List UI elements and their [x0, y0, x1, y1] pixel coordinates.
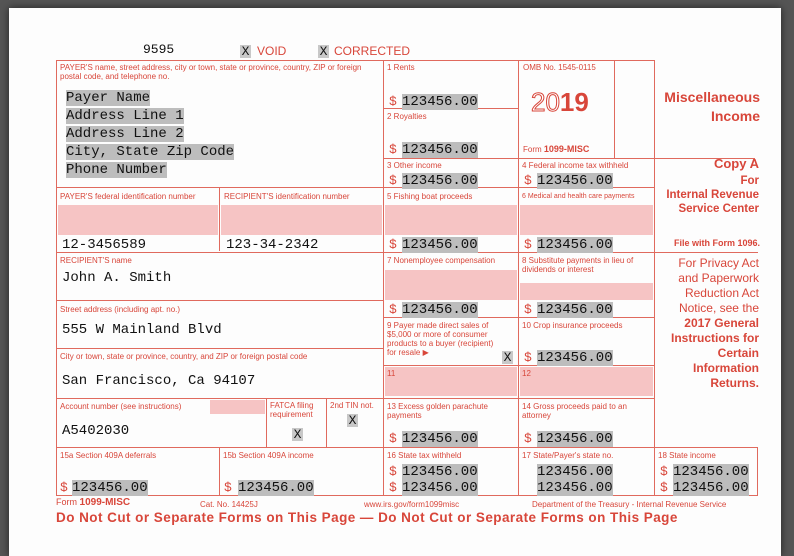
b10-field[interactable]: 123456.00	[537, 350, 613, 366]
b18-dollar-1: $	[660, 464, 668, 479]
b17-label: 17 State/Payer's state no.	[522, 451, 614, 460]
recipient-street-field[interactable]: 555 W Mainland Blvd	[62, 322, 222, 338]
footer-form-name: 1099-MISC	[79, 497, 131, 508]
payer-phone-field[interactable]: Phone Number	[66, 162, 167, 178]
privacy-line2: and Paperwork	[678, 271, 759, 285]
form-title-line2: Income	[710, 108, 760, 124]
b6-label: 6 Medical and health care payments	[522, 193, 635, 200]
box15-divider	[219, 447, 220, 496]
b14-field[interactable]: 123456.00	[537, 431, 613, 447]
tax-year	[531, 88, 589, 116]
recipient-tin-label: RECIPIENT'S identification number	[224, 192, 350, 201]
footer-url: www.irs.gov/form1099misc	[364, 500, 460, 509]
void-checkbox[interactable]: X	[241, 44, 250, 59]
b5-field[interactable]: 123456.00	[402, 237, 478, 253]
b15b-dollar: $	[224, 480, 232, 495]
privacy-line5: 2017 General	[684, 316, 759, 330]
b18-label: 18 State income	[658, 451, 716, 460]
payer-tin-field[interactable]: 12-3456589	[62, 237, 147, 253]
payer-tin-label: PAYER'S federal identification number	[60, 192, 196, 201]
privacy-line7: Certain	[717, 346, 759, 360]
row-line-b11	[383, 398, 655, 399]
account-label: Account number (see instructions)	[60, 402, 182, 411]
b3-dollar: $	[389, 173, 397, 188]
b11-label: 11	[387, 369, 396, 378]
b15b-field[interactable]: 123456.00	[238, 480, 314, 496]
b8-dollar: $	[524, 302, 532, 317]
footer-warning: Do Not Cut or Separate Forms on This Page — Do Not Cut or Separate Forms on This Page	[56, 510, 678, 525]
tax-year-prefix: 20	[531, 87, 560, 117]
payer-address1-field[interactable]: Address Line 1	[66, 108, 184, 124]
box18-top-line	[654, 447, 758, 448]
b8-shade	[520, 283, 653, 300]
privacy-line8: Information	[693, 361, 759, 375]
payer-name-field[interactable]: Payer Name	[66, 90, 151, 106]
col-divider-1	[383, 60, 384, 496]
recipient-city-label: City or town, state or province, country, and ZIP or foreign postal code	[60, 352, 308, 361]
tin2-label: 2nd TIN not.	[330, 401, 374, 410]
footer-form	[56, 498, 130, 507]
b12-label: 12	[522, 369, 531, 378]
b6-dollar: $	[524, 237, 532, 252]
omb-form-name: 1099-MISC	[543, 144, 590, 154]
b7-field[interactable]: 123456.00	[402, 302, 478, 318]
b1-field[interactable]: 123456.00	[402, 94, 478, 110]
tin-divider	[219, 187, 220, 251]
b7-label: 7 Nonemployee compensation	[387, 256, 496, 265]
b8-field[interactable]: 123456.00	[537, 302, 613, 318]
b10-dollar: $	[524, 350, 532, 365]
account-shade	[210, 400, 265, 414]
privacy-line6: Instructions for	[670, 331, 759, 345]
b13-dollar: $	[389, 431, 397, 446]
copy-title: Copy A	[713, 156, 759, 171]
footer-cat: Cat. No. 14425J	[200, 500, 258, 509]
row-line-15	[56, 447, 655, 448]
privacy-block	[656, 256, 759, 391]
b13-field[interactable]: 123456.00	[402, 431, 478, 447]
b16-field-1[interactable]: 123456.00	[402, 464, 478, 480]
b17-field-2[interactable]: 123456.00	[537, 480, 613, 496]
col-divider-2	[518, 60, 519, 496]
footer-dept: Department of the Treasury - Internal Revenue Service	[532, 500, 727, 509]
b3-field[interactable]: 123456.00	[402, 173, 478, 189]
box18-right-line	[757, 447, 758, 496]
void-label: VOID	[257, 44, 287, 58]
b13-label: 13 Excess golden parachute payments	[387, 402, 488, 420]
b5-shade	[385, 205, 517, 235]
omb-form-label	[523, 145, 589, 154]
b1-label: 1 Rents	[387, 63, 415, 72]
fatca-checkbox[interactable]: X	[293, 427, 302, 442]
copy-a-block	[658, 157, 759, 216]
recipient-tin-field[interactable]: 123-34-2342	[226, 237, 319, 253]
corrected-label: CORRECTED	[334, 44, 411, 58]
row-line-b9	[383, 365, 655, 366]
b4-dollar: $	[524, 173, 532, 188]
b9-label: 9 Payer made direct sales of $5,000 or more of consumer products to a buyer (recipient) for resale ▶	[387, 321, 494, 357]
corrected-checkbox[interactable]: X	[319, 44, 328, 59]
b12-shade	[520, 367, 653, 396]
b8-label: 8 Substitute payments in lieu of dividends or interest	[522, 256, 634, 274]
b9-checkbox[interactable]: X	[503, 350, 512, 365]
copy-column-line	[654, 158, 655, 496]
b4-label: 4 Federal income tax withheld	[522, 161, 629, 170]
recipient-name-label: RECIPIENT'S name	[60, 256, 132, 265]
b10-label: 10 Crop insurance proceeds	[522, 321, 623, 330]
b7-shade	[385, 270, 517, 300]
payer-tin-shade	[58, 205, 218, 235]
b17-field-1[interactable]: 123456.00	[537, 464, 613, 480]
b15a-field[interactable]: 123456.00	[72, 480, 148, 496]
tin2-checkbox[interactable]: X	[348, 413, 357, 428]
privacy-line9: Returns.	[710, 376, 759, 390]
b11-shade	[385, 367, 517, 396]
b2-field[interactable]: 123456.00	[402, 142, 478, 158]
copy-irs2: Service Center	[678, 203, 759, 215]
account-field[interactable]: A5402030	[62, 423, 130, 439]
file-with-line	[654, 252, 758, 253]
b16-dollar-1: $	[389, 464, 397, 479]
b2-dollar: $	[389, 142, 397, 157]
form-title	[620, 88, 760, 126]
copy-for: For	[740, 175, 759, 187]
copy-irs1: Internal Revenue	[666, 189, 759, 201]
omb-divider	[614, 60, 615, 158]
b16-field-2[interactable]: 123456.00	[402, 480, 478, 496]
b14-dollar: $	[524, 431, 532, 446]
tax-year-suffix: 19	[559, 87, 589, 117]
payer-city-field[interactable]: City, State Zip Code	[66, 144, 235, 160]
b3-label: 3 Other income	[387, 161, 442, 170]
privacy-line3: Reduction Act	[684, 286, 759, 300]
form-title-line1: Miscellaneous	[664, 89, 760, 105]
b2-label: 2 Royalties	[387, 112, 427, 121]
b6-field[interactable]: 123456.00	[537, 237, 613, 253]
payer-address2-field[interactable]: Address Line 2	[66, 126, 184, 142]
b7-dollar: $	[389, 302, 397, 317]
b5-dollar: $	[389, 237, 397, 252]
omb-label: OMB No. 1545-0115	[523, 63, 596, 72]
b1-dollar: $	[389, 94, 397, 109]
b16-dollar-2: $	[389, 480, 397, 495]
b15a-label: 15a Section 409A deferrals	[60, 451, 157, 460]
b15b-label: 15b Section 409A income	[223, 451, 314, 460]
payer-label: PAYER'S name, street address, city or town, state or province, country, ZIP or foreign postal code, and telephone no.	[60, 63, 362, 81]
fatca-label: FATCA filing requirement	[270, 401, 314, 419]
row-line-city	[56, 398, 384, 399]
b5-label: 5 Fishing boat proceeds	[387, 192, 473, 201]
privacy-line4: Notice, see the	[678, 301, 759, 315]
form-code: 9595	[143, 42, 175, 57]
omb-form-prefix: Form	[523, 145, 542, 154]
b18-field-1[interactable]: 123456.00	[673, 464, 749, 480]
b6-shade	[520, 205, 653, 235]
footer-form-prefix: Form	[56, 497, 77, 507]
b15a-dollar: $	[60, 480, 68, 495]
row-line-payer	[56, 187, 384, 188]
privacy-line1: For Privacy Act	[678, 256, 759, 270]
recipient-tin-shade	[221, 205, 382, 235]
b18-dollar-2: $	[660, 480, 668, 495]
row-line-name	[56, 300, 384, 301]
b4-field[interactable]: 123456.00	[537, 173, 613, 189]
fatca-divider-left	[266, 398, 267, 447]
recipient-city-field[interactable]: San Francisco, Ca 94107	[62, 373, 256, 389]
b14-label: 14 Gross proceeds paid to an attorney	[522, 402, 627, 420]
file-with: File with Form 1096.	[673, 238, 760, 248]
recipient-street-label: Street address (including apt. no.)	[60, 305, 181, 314]
recipient-name-field[interactable]: John A. Smith	[62, 270, 172, 286]
row-line-street	[56, 348, 384, 349]
b18-field-2[interactable]: 123456.00	[673, 480, 749, 496]
b16-label: 16 State tax withheld	[387, 451, 462, 460]
fatca-divider-right	[326, 398, 327, 447]
